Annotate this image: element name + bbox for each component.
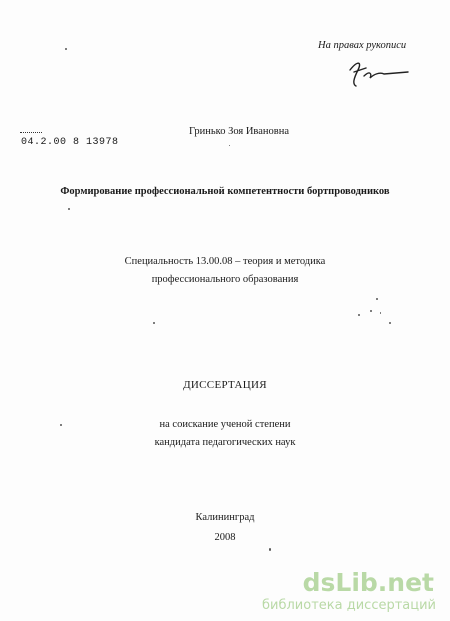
scan-speck — [389, 322, 391, 324]
city: Калининград — [195, 512, 255, 523]
dissertation-title: Формирование профессиональной компетентности бортпроводников — [60, 186, 390, 197]
catalog-number: 04.2.00 8 13978 — [21, 137, 119, 148]
handwritten-signature — [344, 56, 414, 88]
scan-speck — [358, 314, 360, 316]
rights-note: На правах рукописи — [318, 40, 407, 51]
watermark-subtitle: библиотека диссертаций — [262, 598, 436, 613]
watermark — [262, 568, 446, 616]
degree-line-2: кандидата педагогических наук — [154, 437, 296, 448]
scan-speck — [68, 208, 70, 210]
work-type-heading: ДИССЕРТАЦИЯ — [183, 379, 267, 391]
specialty-line-2: профессионального образования — [151, 274, 299, 285]
scan-speck — [65, 48, 67, 50]
scan-speck — [370, 310, 372, 312]
scan-speck — [376, 298, 378, 300]
author-name: Гринько Зоя Ивановна — [188, 126, 290, 137]
scan-speck — [60, 424, 62, 426]
scan-speck — [229, 145, 230, 146]
scan-speck — [153, 322, 155, 324]
year: 2008 — [214, 532, 236, 543]
watermark-logo: dsLib.net — [302, 568, 434, 597]
scan-speck — [269, 548, 271, 551]
scan-speck — [380, 312, 381, 314]
specialty-line-1: Специальность 13.00.08 – теория и методика — [124, 256, 326, 267]
degree-line-1: на соискание ученой степени — [159, 419, 291, 430]
